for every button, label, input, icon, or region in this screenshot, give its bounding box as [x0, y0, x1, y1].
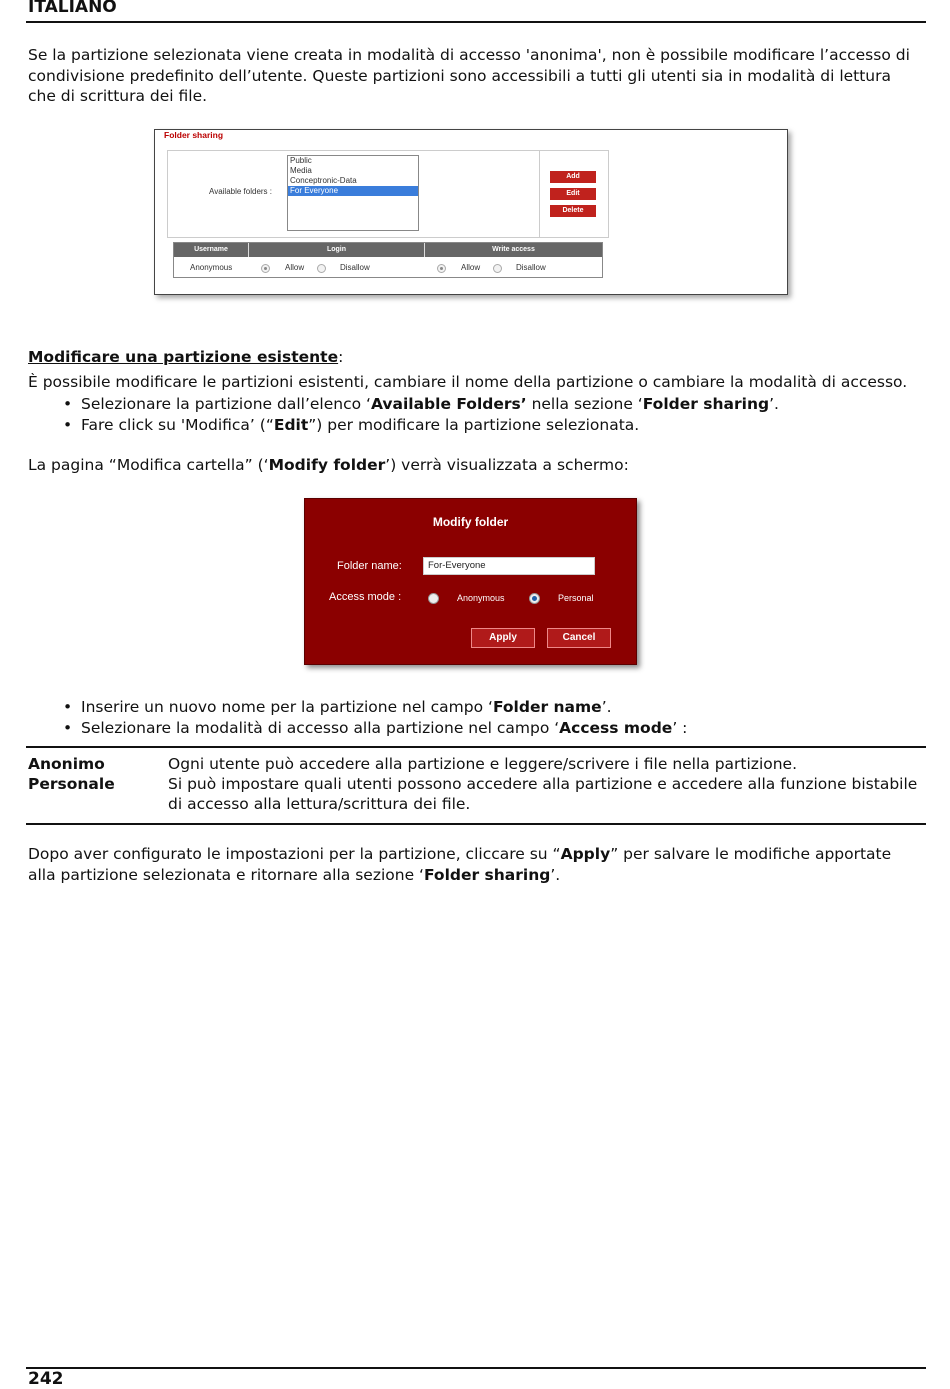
section-heading-text: Modificare una partizione esistente [28, 348, 339, 366]
closing-line-1 [28, 844, 923, 865]
definition-desc-anonimo: Ogni utente può accedere alla partizione e leggere/scrivere i file nella partizione. [168, 755, 798, 773]
closing-text: Dopo aver configurato le impostazioni per la partizione, cliccare su “ [28, 845, 561, 863]
header-rule [26, 21, 926, 23]
login-disallow-radio[interactable] [317, 264, 326, 273]
folder-list-item[interactable]: Public [290, 156, 312, 165]
table-top-rule [26, 746, 926, 748]
page-header-language: ITALIANO [28, 0, 117, 17]
folder-list-item[interactable]: Conceptronic-Data [290, 176, 357, 185]
bullet-text: Inserire un nuovo nome per la partizione nel campo ‘ [81, 698, 493, 716]
closing-bold: Folder sharing [423, 865, 551, 884]
bullet-bold: Folder sharing [642, 395, 770, 413]
bullet-text: Fare click su 'Modifica’ (“ [81, 416, 274, 434]
login-header: Login [249, 243, 425, 257]
table-bottom-rule [26, 823, 926, 825]
folder-name-input[interactable] [423, 557, 595, 575]
folder-sharing-title: Folder sharing [164, 130, 224, 140]
bullet-bold: Available Folders’ [370, 395, 527, 413]
bullet-bold: Folder name [492, 698, 602, 716]
closing-text: alla partizione selezionata e ritornare alla sezione ‘ [28, 865, 424, 884]
section-heading [28, 347, 343, 367]
modify-folder-screenshot [304, 498, 637, 665]
user-access-table [173, 242, 603, 278]
folder-name-label: Folder name: [337, 560, 402, 572]
anonymous-option-label: Anonymous [457, 593, 505, 603]
folder-sharing-screenshot [154, 129, 788, 295]
definition-term-personale: Personale [28, 775, 115, 793]
page-number: 242 [28, 1369, 64, 1389]
login-allow-radio[interactable] [261, 264, 270, 273]
username-header: Username [174, 243, 249, 257]
available-folders-list[interactable] [287, 155, 419, 231]
closing-bold: Apply [560, 845, 611, 863]
write-disallow-label: Disallow [516, 263, 546, 272]
bullet-text: Selezionare la partizione dall’elenco ‘ [81, 395, 371, 413]
note-bold: Modify folder [268, 456, 386, 474]
personal-option-label: Personal [558, 593, 594, 603]
note-text: ’) verrà visualizzata a schermo: [385, 456, 629, 474]
intro-line-2: condivisione predefinito dell’utente. Queste partizioni sono accessibili a tutti gli utenti sia in modalità di lettura [28, 66, 892, 85]
bullet-text: Selezionare la modalità di accesso alla partizione nel campo ‘ [81, 719, 560, 737]
write-disallow-radio[interactable] [493, 264, 502, 273]
login-disallow-label: Disallow [340, 263, 370, 272]
intro-line-1: Se la partizione selezionata viene creata in modalità di accesso 'anonima', non è possibile modificare l’accesso di [28, 46, 910, 64]
write-allow-label: Allow [461, 263, 481, 272]
anonymous-radio[interactable] [428, 593, 439, 604]
definition-desc-personale-line-2: di accesso alla lettura/scrittura dei file. [168, 795, 471, 813]
write-access-header: Write access [425, 243, 602, 257]
personal-radio[interactable] [529, 593, 540, 604]
bullet-text: ’. [769, 395, 779, 413]
bullet-bold: Access mode [559, 719, 673, 737]
access-mode-label: Access mode : [329, 591, 402, 603]
available-folders-label: Available folders : [209, 187, 272, 196]
definition-desc-personale-line-1: Si può impostare quali utenti possono accedere alla partizione e accedere alla funzione bistabile [168, 775, 918, 793]
write-allow-radio[interactable] [437, 264, 446, 273]
login-allow-label: Allow [285, 263, 305, 272]
delete-button[interactable]: Delete [550, 205, 596, 217]
folder-list-item-selected[interactable]: For Everyone [288, 186, 418, 196]
note-text: La pagina “Modifica cartella” (‘ [28, 456, 269, 474]
bullet-text: nella sezione ‘ [526, 395, 643, 413]
edit-button[interactable]: Edit [550, 188, 596, 200]
intro-line-3: che di scrittura dei file. [28, 87, 208, 105]
footer-rule [26, 1367, 926, 1369]
add-button[interactable]: Add [550, 171, 596, 183]
modify-folder-note [28, 455, 923, 476]
modify-folder-title: Modify folder [432, 515, 509, 529]
intro-paragraph [28, 45, 923, 107]
section-description: È possibile modificare le partizioni esistenti, cambiare il nome della partizione o cambiare la modalità di accesso. [28, 373, 908, 391]
section-heading-colon: : [338, 348, 344, 366]
cancel-button[interactable]: Cancel [547, 628, 611, 648]
bullet-text: ’. [601, 698, 612, 716]
bullet-bold: Edit [273, 416, 309, 434]
closing-text: ’. [550, 865, 561, 884]
apply-button[interactable]: Apply [471, 628, 535, 648]
folder-list-item[interactable]: Media [290, 166, 312, 175]
definition-term-anonimo: Anonimo [28, 755, 105, 773]
bullet-text: ’ : [672, 719, 688, 737]
bullet-text: ”) per modificare la partizione selezionata. [308, 416, 640, 434]
closing-text: ” per salvare le modifiche apportate [610, 845, 892, 863]
closing-paragraph [28, 844, 923, 885]
username-cell: Anonymous [190, 263, 233, 272]
closing-line-2 [28, 865, 923, 886]
